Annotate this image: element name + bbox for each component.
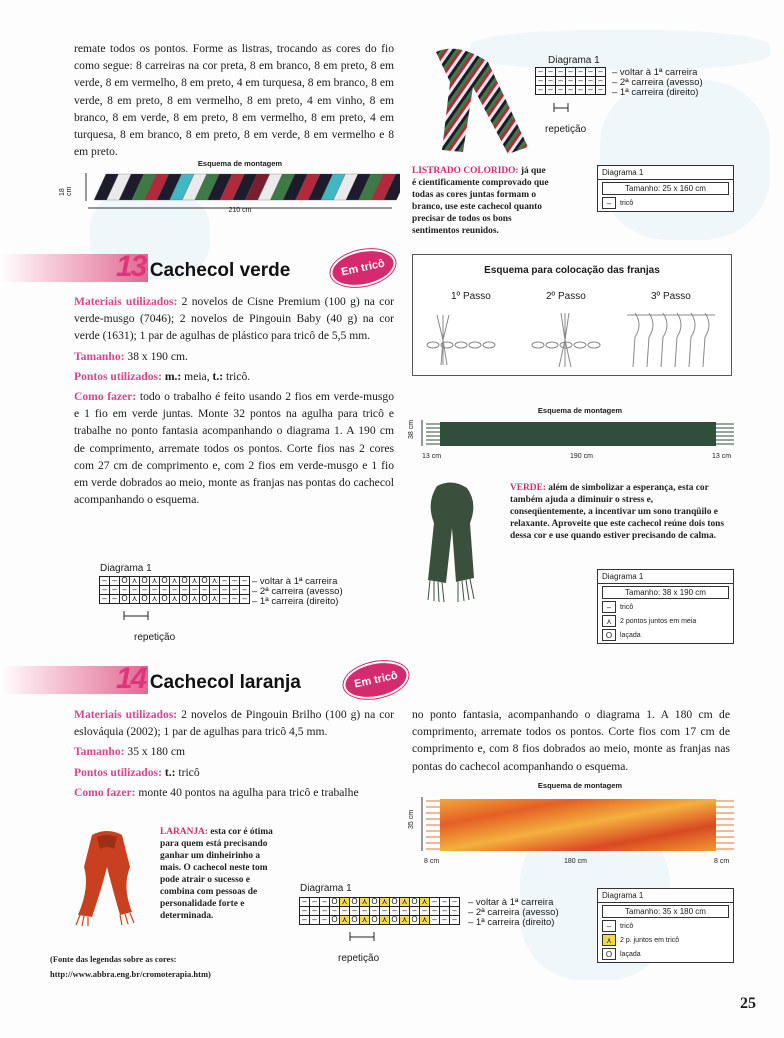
- striped-schema-diagram: [80, 172, 400, 202]
- green-scarf-photo: [412, 478, 492, 604]
- fringe-step-1: 1º Passo: [451, 291, 491, 302]
- orange-schema-diagram: [420, 795, 740, 855]
- diagram-14-title: Diagrama 1: [300, 883, 352, 894]
- diagram-13-grid: – – O ⋏ O ⋏ O ⋏ O ⋏ O ⋏ – – – – – – – – – – – – – – – – – – – – O ⋏ O ⋏ O ⋏ O ⋏ O ⋏ – – –: [99, 576, 250, 604]
- section-13-body: Materiais utilizados: 2 novelos de Cisne Premium (100 g) na cor verde-musgo (7046); 2 novelos de Pingouin Baby (40 g) na cor verde (1631); 1 par de agulhas de plástico para tricô de 5,5 mm. Tamanho: 38 x 190 cm. Pontos utilizados: m.: meia, t.: tricô. Como fazer: todo o trabalho é feito usando 2 fios em verde-musgo e 1 fio em verde juntas. Monte 32 pontos na agulha para tricô e trabalhe no ponto fantasia acompanhando o diagrama 1. A 190 cm de comprimento, arremate todos os pontos. Corte fios nas 2 cores com 27 cm de comprimento e, com 2 fios em verde-musgo e 1 fio em verde dobrados ao meio, monte as franjas nas pontas do cachecol acompanhando o esquema.: [74, 295, 395, 507]
- legend-green: Diagrama 1 Tamanho: 38 x 190 cm – tricô ⋏ 2 pontos juntos em meia O laçada: [597, 569, 734, 644]
- intro-paragraph: remate todos os pontos. Forme as listras, trocando as cores do fio como segue: 8 carreiras na cor preta, 8 em branco, 8 em preto, 8 em verde, 8 em vermelho, 8 em preto, 4 em turquesa, 8 em branco, 8 em verde, 8 em preto, 8 em vermelho, 8 em preto, 4 em vinho, 8 em branco, 8 em verde, 8 em preto, 8 em vermelho, 8 em preto, 4 em turquesa, 8 em branco, 8 em preto, 8 em verde, 8 em vermelho e 8 em preto.: [74, 42, 394, 159]
- diagram-striped-title: Diagrama 1: [548, 55, 600, 66]
- fringe-title: Esquema para colocação das franjas: [484, 265, 660, 276]
- diagram-13-row-labels: – voltar à 1ª carreira – 2ª carreira (avesso) – 1ª carreira (direito): [252, 576, 343, 607]
- background-shape: [600, 80, 770, 240]
- green-schema-middle: 190 cm: [570, 453, 593, 460]
- diagram-14-grid: – – – O ⋏ O ⋏ O ⋏ O ⋏ O ⋏ – – – – – – – – – – – – – – – – – – – – – – O ⋏ O ⋏ O ⋏ O ⋏ O ⋏ – – –: [299, 897, 460, 925]
- schema-width: 210 cm: [228, 207, 252, 214]
- diagram-striped-row-labels: – voltar à 1ª carreira – 2ª carreira (avesso) – 1ª carreira (direito): [612, 67, 703, 98]
- page-number: 25: [740, 995, 756, 1012]
- schema-height: 18 cm: [59, 186, 73, 196]
- diagram-14-repeat-label: repetição: [338, 953, 380, 964]
- source-note: (Fonte das legendas sobre as cores: http://www.abbra.eng.br/cromoterapia.htm): [50, 954, 211, 979]
- orange-caption: LARANJA: esta cor é ótima para quem está precisando ganhar um dinheirinho a mais. O cachecol neste tom pode atrair o sucesso e combina com pessoas de personalidade forte e determinada.: [160, 827, 273, 921]
- section-14-badge: Em tricô: [340, 656, 412, 705]
- green-schema-height: 38 cm: [408, 419, 416, 440]
- section-14-heading: [116, 662, 301, 696]
- diagram-14-repeat-bracket: [348, 932, 378, 942]
- striped-caption: LISTRADO COLORIDO: já que é cientificamente comprovado que todas as cores juntas formam o branco, use este cachecol quanto precisar de todos os bons sentimentos reunidos.: [412, 166, 549, 236]
- section-13-number: 13: [116, 250, 146, 283]
- diagram-13-title: Diagrama 1: [100, 563, 152, 574]
- schema-title: Esquema de montagem: [197, 159, 283, 168]
- orange-schema-height: 35 cm: [408, 809, 416, 830]
- green-schema-title: Esquema de montagem: [537, 406, 623, 415]
- diagram-striped-repeat-label: repetição: [545, 124, 587, 135]
- orange-scarf-photo: [62, 827, 152, 927]
- legend-orange: Diagrama 1 Tamanho: 35 x 180 cm – tricô ⋏ 2 p. juntos em tricô O laçada: [597, 888, 734, 963]
- green-schema-diagram: [420, 418, 740, 450]
- section-13-heading: [116, 250, 290, 284]
- diagram-striped-repeat-bracket: [552, 103, 572, 113]
- diagram-13-repeat-bracket: [122, 611, 152, 621]
- section-14-title: Cachecol laranja: [149, 672, 301, 693]
- legend-striped: Diagrama 1 Tamanho: 25 x 160 cm – tricô: [597, 165, 734, 212]
- fringe-steps-illustration: [413, 305, 731, 375]
- orange-schema-title: Esquema de montagem: [537, 781, 623, 790]
- section-14-howto-cont: no ponto fantasia, acompanhando o diagrama 1. A 180 cm de comprimento, arremate todos os pontos. Corte fios com 17 cm de comprimento e, com 8 fios dobrados ao meio, monte as franjas nas pontas do cachecol acompanhando o esquema.: [412, 708, 730, 773]
- section-14-body: Materiais utilizados: 2 novelos de Pingouin Brilho (100 g) na cor eslováquia (2002); 1 par de agulhas para tricô 4,5 mm. Tamanho: 35 x 180 cm Pontos utilizados: t.: tricô Como fazer: monte 40 pontos na agulha para tricô e trabalhe: [74, 708, 394, 799]
- diagram-13-repeat-label: repetição: [134, 632, 176, 643]
- section-13-title: Cachecol verde: [149, 260, 291, 281]
- green-schema-right: 13 cm: [712, 453, 732, 460]
- orange-schema-right: 8 cm: [714, 858, 730, 865]
- section-13-badge: Em tricô: [327, 244, 399, 293]
- fringe-step-2: 2º Passo: [546, 291, 586, 302]
- orange-schema-middle: 180 cm: [564, 858, 587, 865]
- section-14-number: 14: [116, 662, 146, 695]
- striped-scarf-photo: [428, 42, 536, 158]
- fringe-placement-box: [412, 254, 732, 376]
- diagram-14-row-labels: – voltar à 1ª carreira – 2ª carreira (avesso) – 1ª carreira (direito): [468, 897, 559, 928]
- green-schema-left: 13 cm: [422, 453, 442, 460]
- green-caption: VERDE: além de simbolizar a esperança, esta cor também ajuda a diminuir o stress e, conseqüentemente, a incentivar um sono tranqüilo e relaxante. Aproveite que este cachecol reúne dois tons dessa cor e use quando estiver precisando de calma.: [510, 483, 725, 541]
- fringe-step-3: 3º Passo: [651, 291, 691, 302]
- orange-schema-left: 8 cm: [424, 858, 440, 865]
- diagram-striped-grid: – – – – – – – – – – – – – – – – – – – – –: [535, 67, 606, 95]
